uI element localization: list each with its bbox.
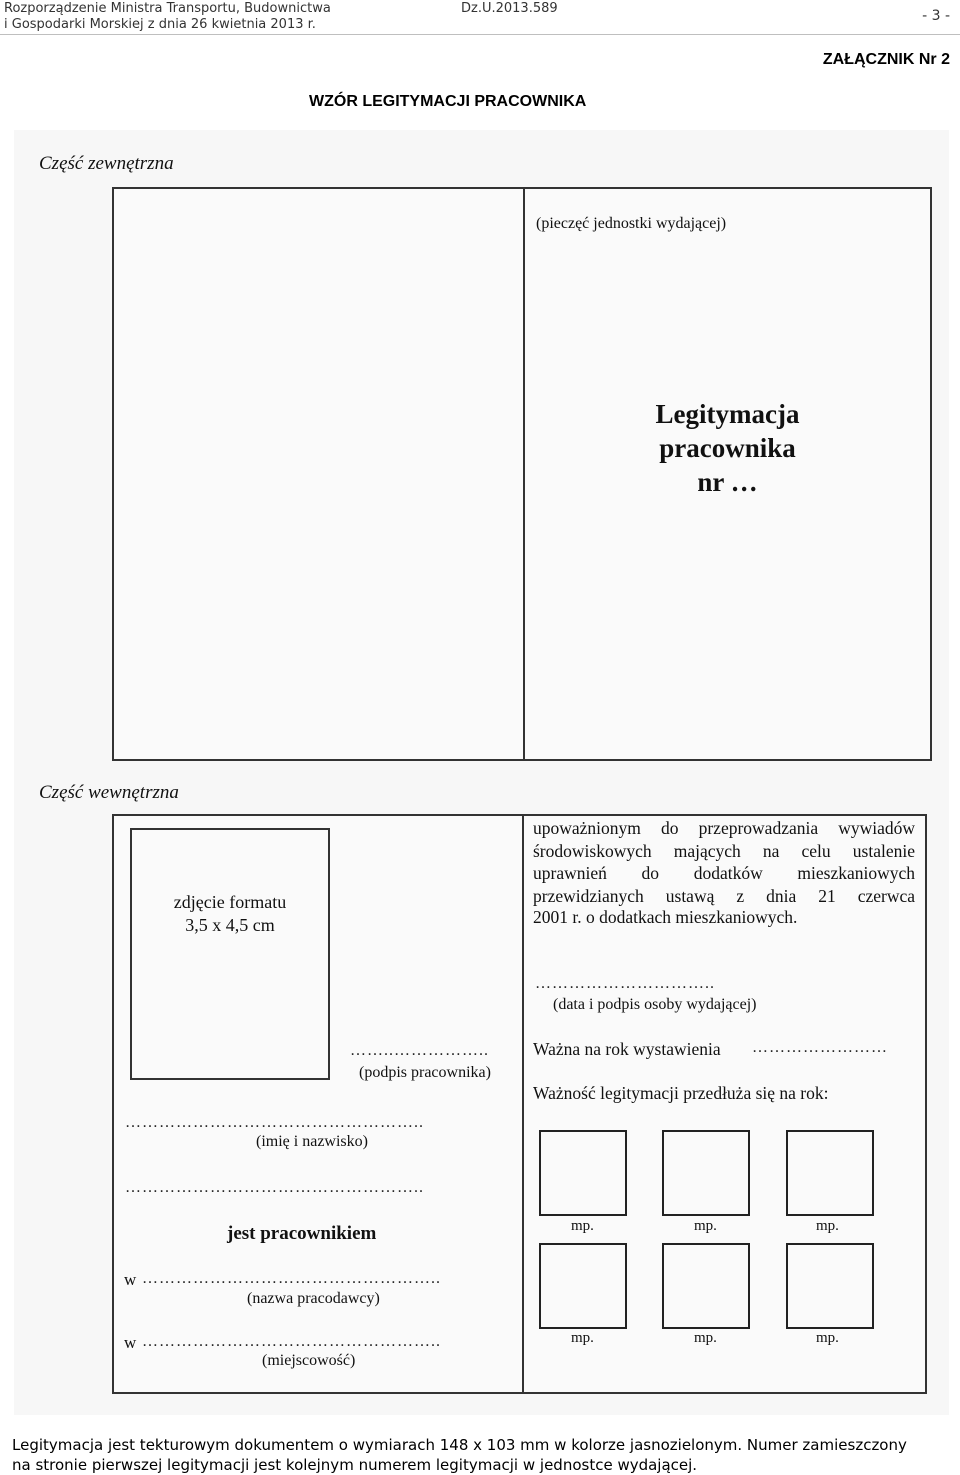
inner-card-fold <box>522 814 524 1394</box>
name-dots: …………………………………………….. <box>125 1114 424 1131</box>
authorization-line3: uprawnień do dodatków mieszkaniowych <box>533 863 915 884</box>
place-prefix: w <box>124 1333 137 1352</box>
is-employee-label: jest pracownikiem <box>227 1223 377 1244</box>
signature-caption: (podpis pracownika) <box>359 1064 491 1081</box>
annex-label: ZAŁĄCZNIK Nr 2 <box>822 51 950 68</box>
renewal-stamp-label-4: mp. <box>571 1330 594 1346</box>
place-dots: …………………………………………….. <box>142 1333 441 1350</box>
card-title <box>525 397 930 499</box>
extend-label: Ważność legitymacji przedłuża się na rok: <box>533 1083 829 1103</box>
page-title: WZÓR LEGITYMACJI PRACOWNIKA <box>309 93 587 110</box>
inner-section-label: Część wewnętrzna <box>39 782 179 803</box>
stamp-label: (pieczęć jednostki wydającej) <box>536 215 727 232</box>
authorization-line4: przewidzianych ustawą z dnia 21 czerwca <box>533 885 915 906</box>
card-title-line1: Legitymacja <box>655 399 800 429</box>
footer-note-line1: Legitymacja jest tekturowym dokumentem o wymiarach 148 x 103 mm w kolorze jasnozielonym. Numer zamieszczony <box>12 1436 907 1454</box>
header-regulation-line2: i Gospodarki Morskiej z dnia 26 kwietnia 2013 r. <box>4 17 316 32</box>
authorization-line5: 2001 r. o dodatkach mieszkaniowych. <box>533 907 798 927</box>
employer-caption: (nazwa pracodawcy) <box>247 1290 380 1307</box>
photo-caption-line1: zdjęcie formatu <box>173 892 287 912</box>
valid-label: Ważna na rok wystawienia <box>533 1039 721 1059</box>
valid-dots: …………………… <box>752 1039 888 1056</box>
renewal-box-2 <box>662 1130 750 1216</box>
renewal-box-3 <box>786 1130 874 1216</box>
renewal-stamp-label-5: mp. <box>694 1330 717 1346</box>
extra-dots-line: …………………………………………….. <box>125 1179 424 1196</box>
authorization-line1: upoważnionym do przeprowadzania wywiadów <box>533 818 915 838</box>
authorization-text <box>533 817 915 907</box>
photo-caption <box>130 891 330 937</box>
issuer-caption: (data i podpis osoby wydającej) <box>553 996 757 1013</box>
card-title-line2: pracownika <box>659 433 796 463</box>
renewal-stamp-label-2: mp. <box>694 1218 717 1234</box>
name-caption: (imię i nazwisko) <box>256 1133 368 1150</box>
footer-note-line2: na stronie pierwszej legitymacji jest kolejnym numerem legitymacji w jednostce wydającej. <box>12 1456 698 1474</box>
header-journal-ref: Dz.U.2013.589 <box>461 1 558 16</box>
renewal-box-5 <box>662 1243 750 1329</box>
authorization-line2: środowiskowych mających na celu ustalenie <box>533 840 915 861</box>
issuer-dots: ………………………….. <box>535 975 715 992</box>
renewal-box-4 <box>539 1243 627 1329</box>
employer-prefix: w <box>124 1270 137 1289</box>
renewal-box-1 <box>539 1130 627 1216</box>
renewal-stamp-label-6: mp. <box>816 1330 839 1346</box>
renewal-box-6 <box>786 1243 874 1329</box>
place-caption: (miejscowość) <box>262 1352 356 1369</box>
page-number: - 3 - <box>922 8 950 24</box>
renewal-stamp-label-3: mp. <box>816 1218 839 1234</box>
renewal-stamp-label-1: mp. <box>571 1218 594 1234</box>
photo-caption-line2: 3,5 x 4,5 cm <box>185 915 275 935</box>
card-title-line3: nr … <box>697 467 758 497</box>
photo-box <box>130 828 330 1080</box>
header-regulation-line1: Rozporządzenie Ministra Transportu, Budownictwa <box>4 1 331 16</box>
signature-dots: ……..…………….. <box>350 1042 489 1059</box>
document-header <box>0 0 960 35</box>
outer-section-label: Część zewnętrzna <box>39 153 174 174</box>
employer-dots: …………………………………………….. <box>142 1270 441 1287</box>
